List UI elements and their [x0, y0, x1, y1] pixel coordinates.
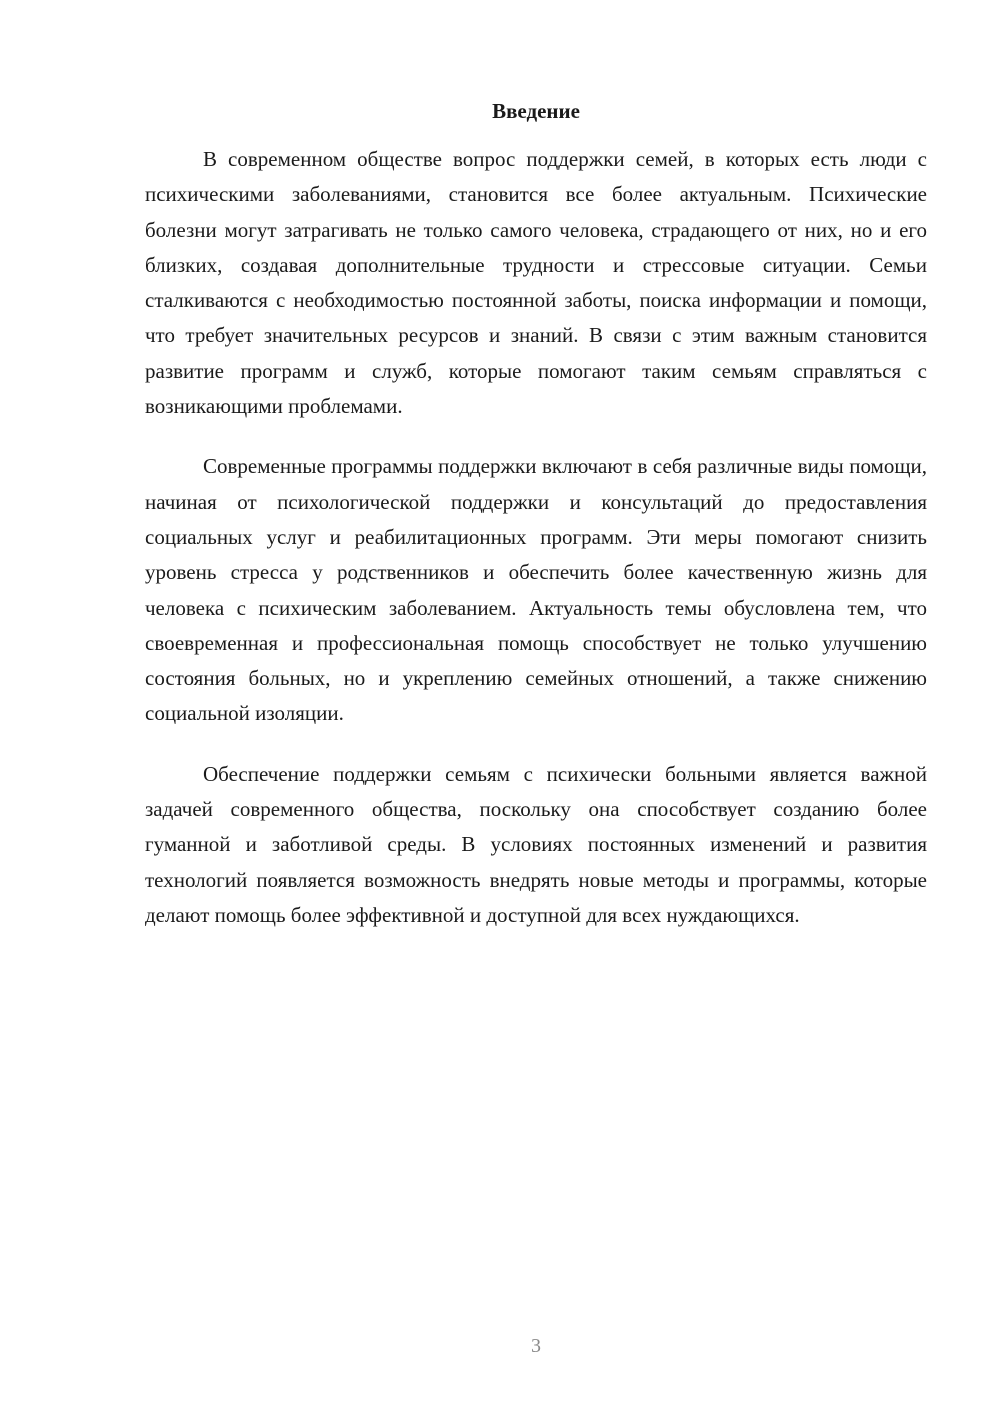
section-heading: Введение [492, 99, 580, 123]
paragraph-3: Обеспечение поддержки семьям с психически больными является важной задачей современного общества, поскольку она способствует созданию более гуманной и заботливой среды. В условиях постоянных изменений и развития технологий появляется возможность внедрять новые методы и программы, которые делают помощь более эффективной и доступной для всех нуждающихся. [145, 761, 927, 927]
body-text [145, 142, 927, 958]
paragraph-1: В современном обществе вопрос поддержки семей, в которых есть люди с психическими заболеваниями, становится все более актуальным. Психические болезни могут затрагивать не только самого человека, страдающего от них, но и его близких, создавая дополнительные трудности и стрессовые ситуации. Семьи сталкиваются с необходимостью постоянной заботы, поиска информации и помощи, что требует значительных ресурсов и знаний. В связи с этим важным становится развитие программ и служб, которые помогают таким семьям справляться с возникающими проблемами. [145, 147, 927, 419]
paragraph-2: Современные программы поддержки включают в себя различные виды помощи, начиная от психологической поддержки и консультаций до предоставления социальных услуг и реабилитационных программ. Эти меры помогают снизить уровень стресса у родственников и обеспечить более качественную жизнь для человека с психическим заболеванием. Актуальность темы обусловлена тем, что своевременная и профессиональная помощь способствует не только улучшению состояния больных, но и укреплению семейных отношений, а также снижению социальной изоляции. [145, 454, 927, 726]
page-number: 3 [531, 1335, 541, 1357]
